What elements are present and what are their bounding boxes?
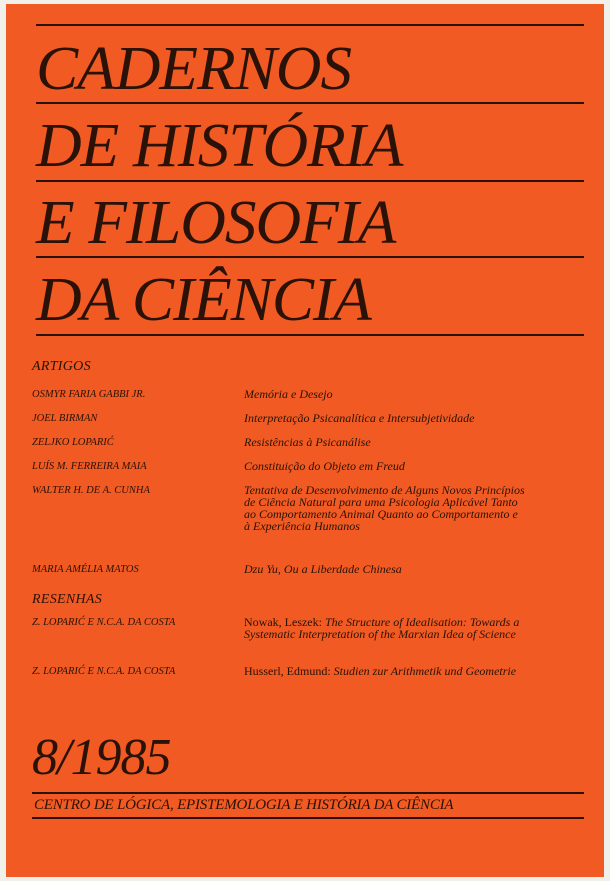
journal-title-line-3: E FILOSOFIA (36, 189, 396, 257)
article-title: Dzu Yu, Ou a Liberdade Chinesa (244, 562, 402, 576)
journal-title-line-1: CADERNOS (36, 35, 352, 103)
article-author: MARIA AMÉLIA MATOS (32, 564, 139, 575)
review-book-title: The Structure of Idealisation: Towards a Systematic Interpretation of the Marxian Idea of Science (244, 615, 520, 641)
journal-title-line-4: DA CIÊNCIA (36, 266, 371, 334)
article-title: Tentativa de Desenvolvimento de Alguns Novos Princípios de Ciência Natural para uma Psicologia Aplicável Tanto ao Comportamento Animal Quanto ao Comportamento e à Experiência Humanos (244, 483, 525, 533)
publisher-name: CENTRO DE LÓGICA, EPISTEMOLOGIA E HISTÓRIA DA CIÊNCIA (34, 797, 454, 813)
review-author: Z. LOPARIĆ E N.C.A. DA COSTA (32, 666, 176, 677)
review-book-author: Nowak, Leszek: (244, 615, 322, 629)
review-author: Z. LOPARIĆ E N.C.A. DA COSTA (32, 617, 176, 628)
article-author: JOEL BIRMAN (32, 413, 98, 424)
article-author: LUÍS M. FERREIRA MAIA (32, 461, 147, 472)
section-label-resenhas: RESENHAS (32, 592, 103, 607)
review-book-title: Studien zur Arithmetik und Geometrie (333, 664, 517, 678)
article-author: ZELJKO LOPARIĆ (32, 437, 114, 448)
section-label-artigos: ARTIGOS (32, 359, 91, 374)
article-title: Resistências à Psicanálise (244, 435, 371, 449)
review-entry (244, 665, 526, 677)
issue-number: 8/1985 (32, 729, 171, 786)
journal-cover (6, 4, 604, 877)
article-title: Interpretação Psicanalítica e Intersubjetividade (244, 411, 475, 425)
journal-title-line-2: DE HISTÓRIA (36, 112, 403, 180)
title-rule-top (36, 24, 584, 26)
article-author: OSMYR FARIA GABBI JR. (32, 389, 146, 400)
article-title: Constituição do Objeto em Freud (244, 459, 405, 473)
article-author: WALTER H. DE A. CUNHA (32, 485, 150, 496)
footer-rule-bottom (32, 817, 584, 819)
review-book-author: Husserl, Edmund: (244, 664, 331, 678)
article-title: Memória e Desejo (244, 387, 333, 401)
footer-rule-top (32, 792, 584, 794)
review-entry (244, 616, 526, 640)
